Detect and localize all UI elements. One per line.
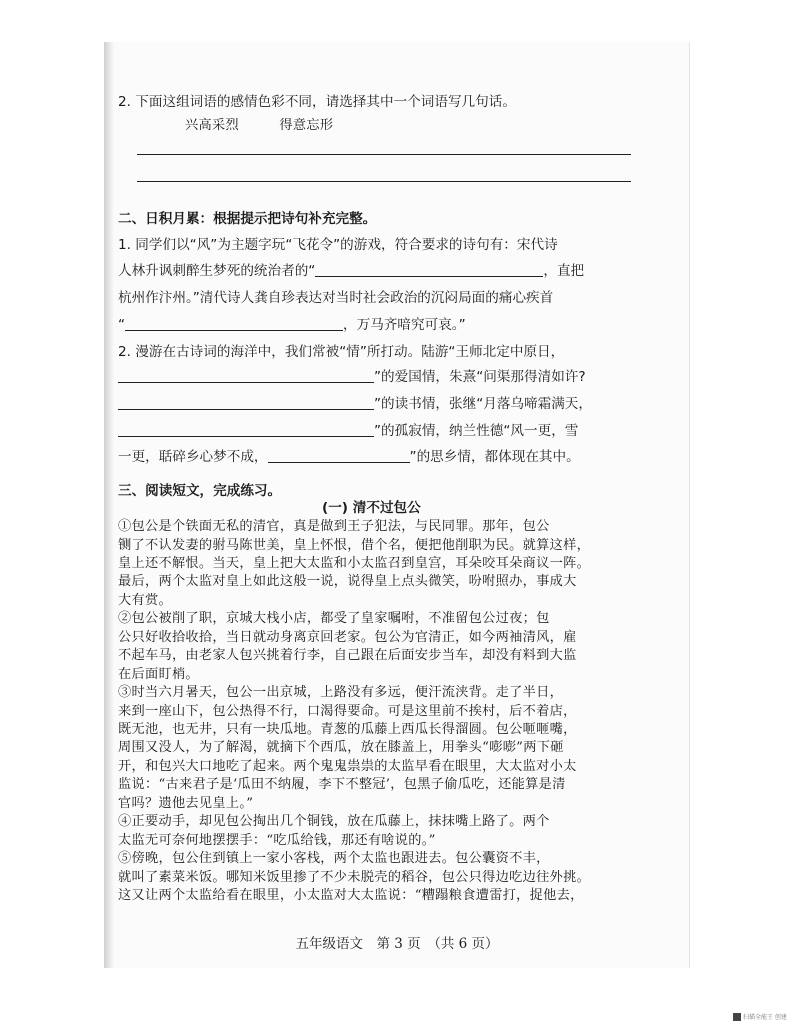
passage-line: ③时当六月暑天，包公一出京城，上路没有多远，便汗流浃背。走了半日， [118, 685, 564, 700]
s2-q2-line5 [118, 448, 580, 466]
question-2-writing: 2. 下面这组词语的感情色彩不同，请选择其中一个词语写几句话。 [118, 94, 516, 110]
text: ”的爱国情，朱熹“问渠那得清如许? [374, 369, 586, 385]
answer-line-2 [137, 181, 631, 182]
text: ”的读书情，张继“月落乌啼霜满天， [374, 396, 592, 412]
s2-q1-line3: 杭州作汴州。”清代诗人龚自珍表达对当时社会政治的沉闷局面的痛心疾首 [118, 290, 554, 306]
passage-line: 既无池，也无井，只有一块瓜地。青葱的瓜藤上西瓜长得溜圆。包公咂咂嘴， [118, 722, 577, 737]
passage-line: ④正要动手，却见包公掏出几个铜钱，放在瓜藤上，抹抹嘴上路了。两个 [118, 814, 550, 830]
passage-line: 不起车马，由老家人包兴挑着行李，自己跟在后面安步当车，却没有料到大监 [118, 648, 577, 664]
passage-line: 最后，两个太监对皇上如此这般一说，说得皇上点头微笑，吩咐照办，事成大 [118, 574, 577, 590]
s2-q1-line4 [118, 316, 466, 334]
s2-q1-line1: 1. 同学们以“风”为主题字玩“飞花令”的游戏，符合要求的诗句有：宋代诗 [118, 237, 558, 253]
fill-blank[interactable] [125, 316, 343, 331]
fill-blank[interactable] [268, 448, 410, 463]
text: 人林升讽刺醉生梦死的统治者的“ [118, 263, 316, 279]
passage-line: 皇上还不解恨。当天，皇上把大太监和小太监召到皇宫，耳朵咬耳朵商议一阵。 [118, 555, 591, 571]
text: ”的思乡情，都体现在其中。 [409, 449, 580, 465]
watermark-text: 扫描全能王 创建 [743, 1014, 787, 1021]
s2-q2-line3 [118, 395, 592, 413]
binding-shadow [104, 42, 114, 968]
passage-title: (一) 清不过包公 [322, 500, 421, 516]
passage-line: 官吗？遗他去见皇上。” [118, 795, 254, 811]
passage-line: 开，和包兴大口地吃了起来。两个鬼鬼祟祟的太监早看在眼里，大太监对小太 [118, 758, 577, 774]
passage-line: 就叫了素菜米饭。哪知米饭里掺了不少未脱壳的稻谷，包公只得边吃边往外挑。 [118, 869, 591, 885]
passage-line: ②包公被削了职，京城大栈小店，都受了皇家嘱咐，不准留包公过夜；包 [118, 611, 550, 627]
s2-q2-line2 [118, 368, 586, 386]
section-2-title: 二、日积月累：根据提示把诗句补充完整。 [118, 211, 377, 227]
s2-q2-line1: 2. 漫游在古诗词的海洋中，我们常被“情”所打动。陆游“王师北定中原日， [118, 344, 565, 360]
passage-line: 监说：“古来君子是‘瓜田不纳履，李下不整冠’，包黑子偷瓜吃，还能算是清 [118, 777, 566, 793]
text: “ [118, 317, 126, 333]
word-pair: 兴高采烈 得意忘形 [185, 118, 334, 133]
section-3-title: 三、阅读短文，完成练习。 [118, 483, 282, 499]
text: ，直把 [543, 263, 585, 279]
passage-line: 太监无可奈何地摆摆手：“吃瓜给钱，那还有啥说的。” [118, 832, 436, 848]
s2-q2-line4 [118, 422, 578, 440]
text: ”的孤寂情，纳兰性德“风一更，雪 [374, 423, 579, 439]
passage-line: 公只好收拾收拾，当日就动身离京回老家。包公为官清正，如今两袖清风，雇 [118, 629, 577, 645]
fill-blank[interactable] [118, 395, 374, 410]
page-footer: 五年级语文 第 3 页 （共 6 页） [295, 936, 499, 952]
passage-line: 周围又没人，为了解渴，就摘下个西瓜，放在膝盖上，用拳头“嘭嘭”两下砸 [118, 740, 564, 756]
passage-line: 这又让两个太监给看在眼里，小太监对大太监说：“糟蹋粮食遭雷打，捉他去， [118, 888, 584, 903]
scanner-watermark [733, 1012, 787, 1021]
fill-blank[interactable] [315, 262, 543, 277]
passage-line: 大有赏。 [118, 592, 172, 608]
passage-line: 在后面盯梢。 [118, 666, 199, 682]
passage-line: ⑤傍晚，包公住到镇上一家小客栈，两个太监也跟进去。包公囊资不丰， [118, 851, 550, 867]
text: 一更，聒碎乡心梦不成， [118, 449, 268, 465]
passage-line: 来到一座山下，包公热得不行，口渴得要命。可是这里前不挨村，后不着店， [118, 703, 577, 719]
passage-line: 铡了不认发妻的驸马陈世美，皇上怀恨，借个名，便把他削职为民。就算这样， [118, 537, 591, 553]
fill-blank[interactable] [118, 368, 374, 383]
fill-blank[interactable] [118, 422, 374, 437]
passage-line: ①包公是个铁面无私的清官，真是做到王子犯法，与民同罪。那年，包公 [118, 519, 550, 534]
answer-line-1 [137, 154, 631, 155]
s2-q1-line2 [118, 262, 584, 280]
text: ，万马齐喑究可哀。” [343, 317, 466, 333]
scanner-logo-icon [733, 1013, 741, 1021]
